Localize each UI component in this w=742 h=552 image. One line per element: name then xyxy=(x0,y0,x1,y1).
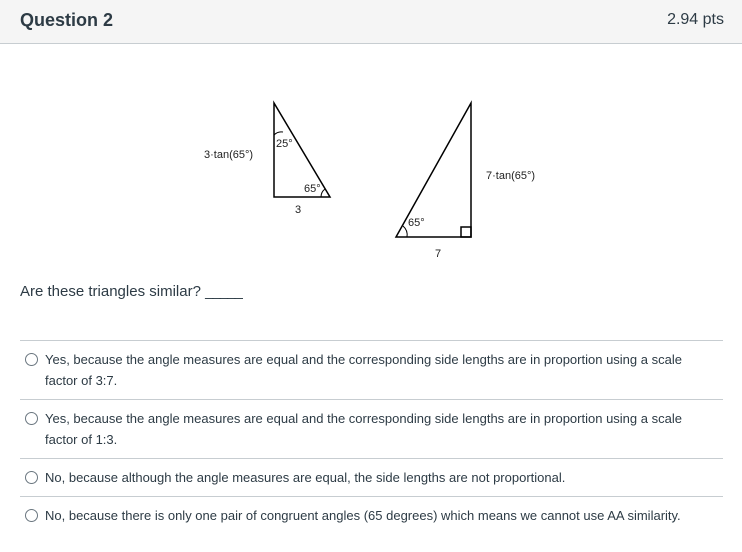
radio-button[interactable] xyxy=(25,509,38,522)
answer-option-2[interactable] xyxy=(20,399,723,458)
right-angle-marker xyxy=(461,227,471,237)
answer-option-3[interactable] xyxy=(20,458,723,496)
answer-option-text: Yes, because the angle measures are equal and the corresponding side lengths are in proportion using a scale factor of 1:3. xyxy=(45,411,682,447)
radio-button[interactable] xyxy=(25,412,38,425)
triangles-figure xyxy=(190,95,570,270)
answer-option-1[interactable] xyxy=(20,340,723,399)
question-header xyxy=(0,0,742,44)
small-bottom-angle-arc xyxy=(321,189,325,197)
question-text: Are these triangles similar? xyxy=(20,283,201,300)
small-top-angle-label: 25° xyxy=(276,138,293,150)
small-top-angle-arc xyxy=(274,132,283,135)
answer-list xyxy=(20,340,723,534)
large-angle-label: 65° xyxy=(408,217,425,229)
small-triangle xyxy=(274,103,330,197)
answer-option-text: Yes, because the angle measures are equal and the corresponding side lengths are in proportion using a scale factor of 3:7. xyxy=(45,352,682,388)
large-angle-arc xyxy=(403,226,407,237)
answer-option-4[interactable] xyxy=(20,496,723,534)
small-side-label: 3·tan(65°) xyxy=(204,149,254,161)
answer-blank: _____ xyxy=(205,283,242,300)
question-prompt xyxy=(20,283,242,300)
triangles-diagram xyxy=(190,95,570,270)
large-side-label: 7·tan(65°) xyxy=(486,170,536,182)
answer-option-text: No, because there is only one pair of congruent angles (65 degrees) which means we cannot use AA similarity. xyxy=(45,508,681,523)
question-title: Question 2 xyxy=(20,10,114,30)
question-points: 2.94 pts xyxy=(667,11,724,28)
large-base-label: 7 xyxy=(435,248,442,260)
small-base-label: 3 xyxy=(295,204,302,216)
small-bottom-angle-label: 65° xyxy=(304,183,321,195)
radio-button[interactable] xyxy=(25,353,38,366)
answer-option-text: No, because although the angle measures are equal, the side lengths are not proportional. xyxy=(45,470,566,485)
radio-button[interactable] xyxy=(25,471,38,484)
